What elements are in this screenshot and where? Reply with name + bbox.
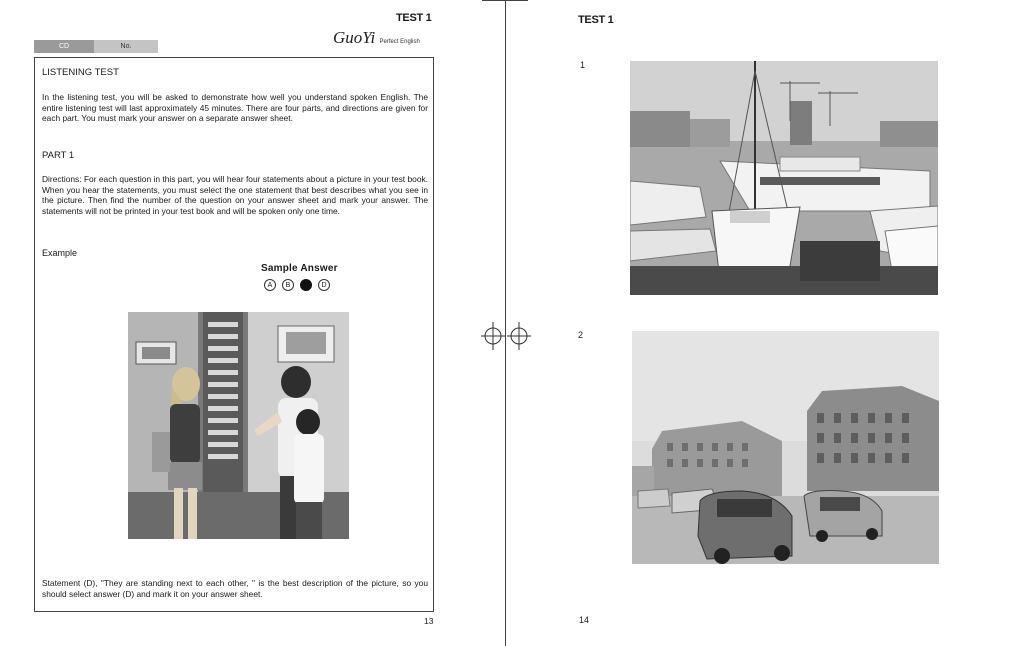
left-page-test-header: TEST 1 <box>396 12 432 24</box>
example-label: Example <box>42 248 78 258</box>
question-1-photo <box>630 61 938 295</box>
intro-paragraph: In the listening test, you will be asked to demonstrate how well you understand spoken English. The entire listening test will last approximately 45 minutes. There are four parts, and directions are given for each part. You must mark your answer on a separate answer sheet. <box>42 92 428 124</box>
question-1-number: 1 <box>580 60 586 70</box>
sample-answer-bubbles <box>264 279 336 297</box>
top-crop-line <box>482 0 528 1</box>
directions-paragraph: Directions: For each question in this part, you will hear four statements about a picture in your test book. When you hear the statements, you must select the one statement that best describes what you see in the picture. Then find the number of the question on your answer sheet and mark your answer. The statements will not be printed in your test book and will be spoken only one time. <box>42 174 428 216</box>
cd-number-tag <box>34 40 158 53</box>
answer-bubble-c-filled <box>300 279 312 291</box>
listening-test-frame <box>34 57 434 612</box>
cd-tag-label: CD <box>58 43 70 50</box>
brand-logo <box>333 28 420 48</box>
statement-paragraph: Statement (D), "They are standing next to each other, " is the best description of the picture, so you should select answer (D) and mark it on your answer sheet. <box>42 578 428 599</box>
question-2-photo <box>632 331 939 564</box>
answer-bubble-d: D <box>318 279 330 291</box>
answer-bubble-a: A <box>264 279 276 291</box>
number-tag-label: No. <box>94 40 158 53</box>
listening-test-heading: LISTENING TEST <box>42 67 119 78</box>
right-page-number: 14 <box>579 615 590 625</box>
registration-marks <box>478 318 534 354</box>
right-page-test-header: TEST 1 <box>578 14 614 26</box>
example-photo <box>128 312 349 539</box>
brand-name: GuoYi <box>333 28 376 47</box>
question-2-number: 2 <box>578 330 584 340</box>
sample-answer-title: Sample Answer <box>261 263 338 274</box>
part-heading: PART 1 <box>42 150 75 161</box>
left-page-number: 13 <box>424 616 434 626</box>
brand-subtitle: Perfect English <box>379 39 420 45</box>
answer-bubble-b: B <box>282 279 294 291</box>
